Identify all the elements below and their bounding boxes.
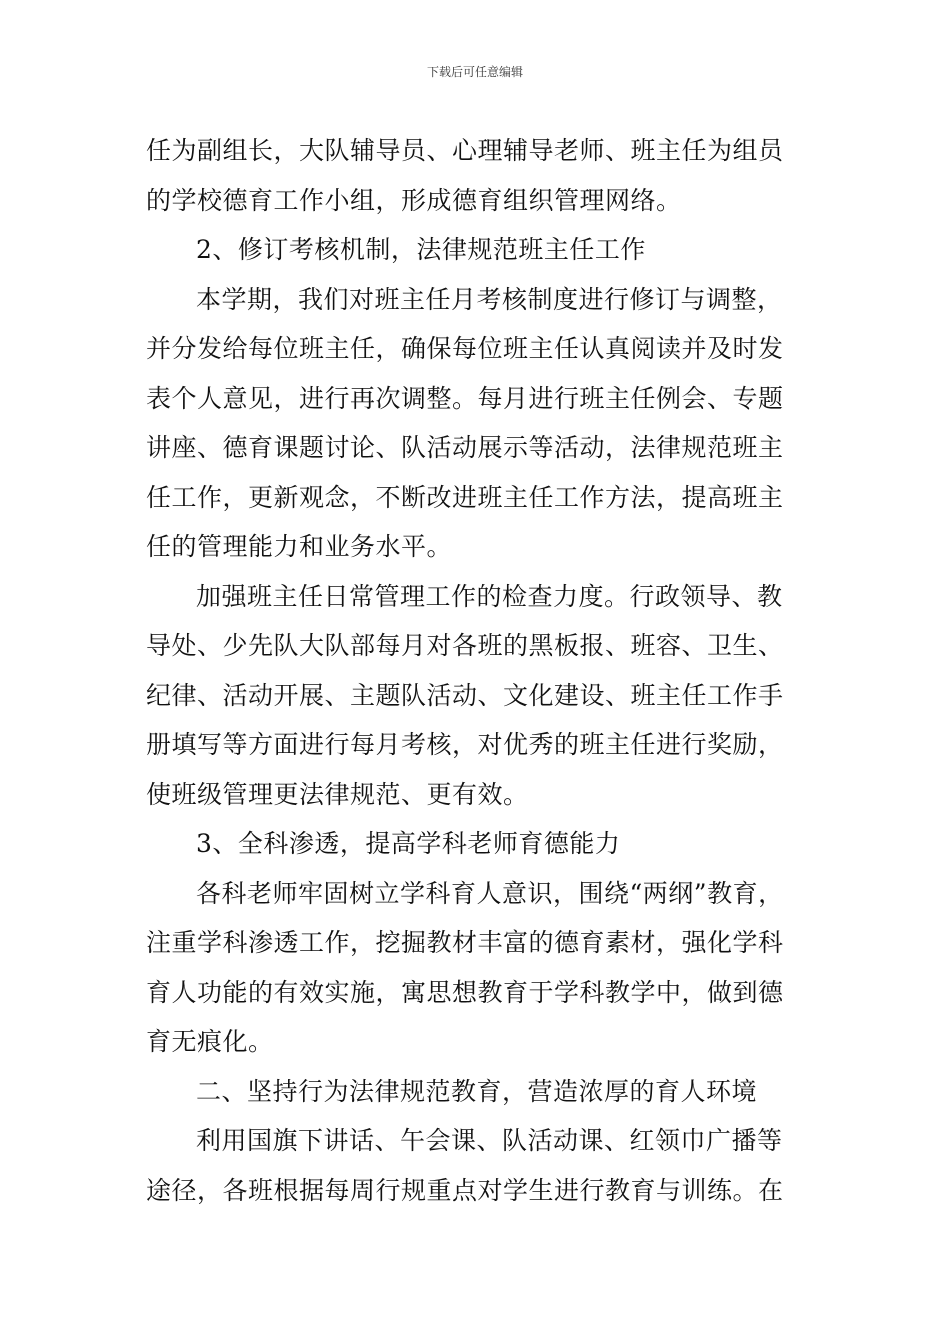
text-line: 纪律、活动开展、主题队活动、文化建设、班主任工作手 — [146, 680, 784, 710]
text-line: 的学校德育工作小组，形成德育组织管理网络。 — [146, 185, 682, 215]
text-line: 各科老师牢固树立学科育人意识，围绕“两纲”教育， — [196, 878, 784, 908]
text-line: 本学期，我们对班主任月考核制度进行修订与调整， — [196, 284, 783, 314]
text-line: 注重学科渗透工作，挖掘教材丰富的德育素材，强化学科 — [146, 928, 784, 957]
text-line: 育无痕化。 — [146, 1027, 274, 1056]
text-line: 导处、少先队大队部每月对各班的黑板报、班容、卫生、 — [146, 631, 784, 660]
text-line: 册填写等方面进行每月考核，对优秀的班主任进行奖励， — [146, 730, 784, 759]
section-heading: 2、修订考核机制，法律规范班主任工作 — [196, 235, 646, 264]
document-body — [146, 126, 808, 1215]
text-line: 讲座、德育课题讨论、队活动展示等活动，法律规范班主 — [146, 433, 784, 462]
text-line: 任为副组长，大队辅导员、心理辅导老师、班主任为组员 — [146, 136, 784, 165]
text-line: 育人功能的有效实施，寓思想教育于学科教学中，做到德 — [146, 977, 784, 1007]
page-header: 下载后可任意编辑 — [426, 65, 523, 79]
text-line: 使班级管理更法律规范、更有效。 — [146, 779, 529, 809]
text-line: 途径，各班根据每周行规重点对学生进行教育与训练。在 — [146, 1175, 784, 1205]
text-line: 加强班主任日常管理工作的检查力度。行政领导、教 — [196, 581, 783, 611]
text-line: 任的管理能力和业务水平。 — [146, 532, 453, 561]
text-line: 利用国旗下讲话、午会课、队活动课、红领巾广播等 — [196, 1126, 783, 1155]
text-line: 并分发给每位班主任，确保每位班主任认真阅读并及时发 — [146, 334, 784, 363]
section-heading: 3、全科渗透，提高学科老师育德能力 — [196, 829, 621, 858]
text-line: 任工作，更新观念，不断改进班主任工作方法，提高班主 — [146, 482, 784, 512]
section-heading: 二、坚持行为法律规范教育，营造浓厚的育人环境 — [196, 1076, 758, 1106]
text-line: 表个人意见，进行再次调整。每月进行班主任例会、专题 — [146, 383, 784, 413]
